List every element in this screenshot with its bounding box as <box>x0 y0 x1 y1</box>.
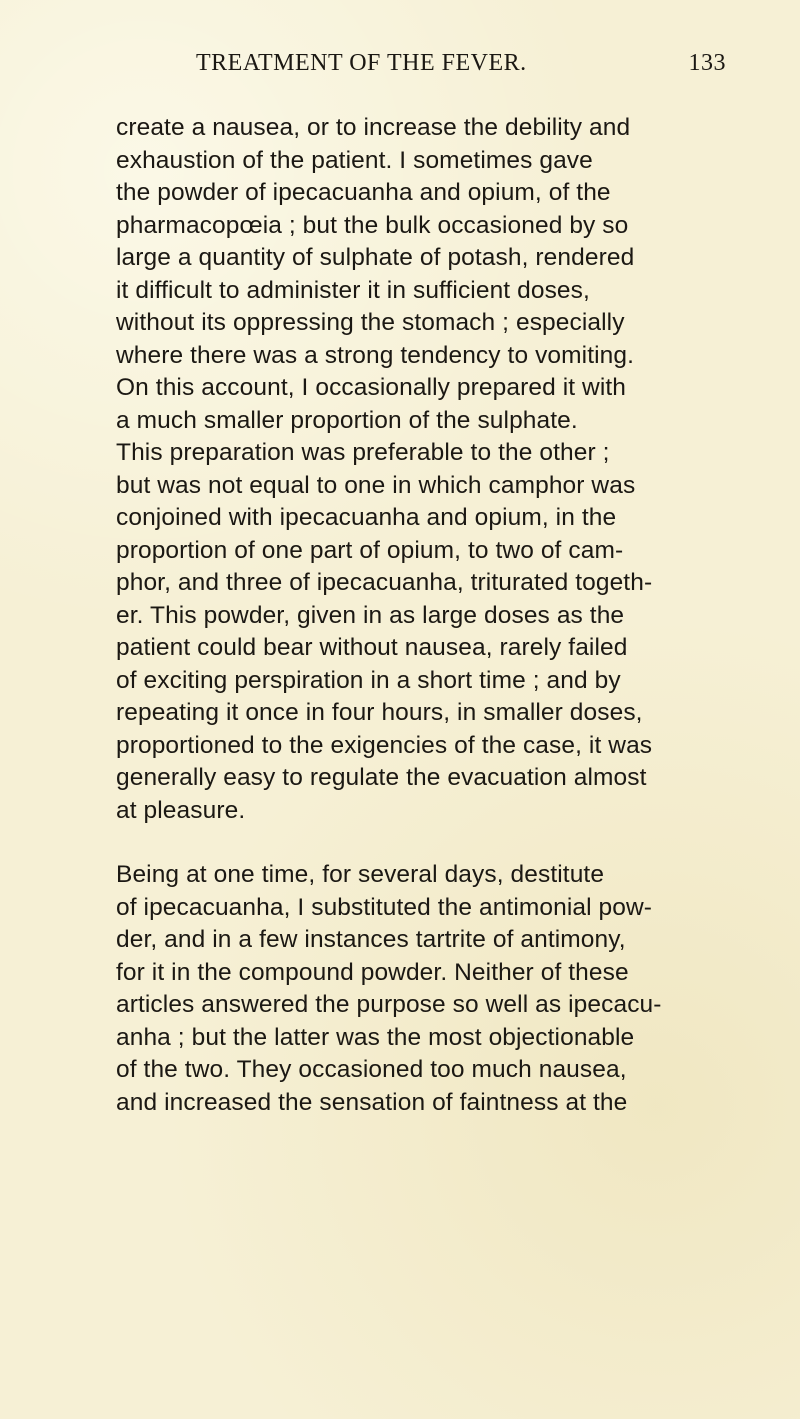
text-line: of ipecacuanha, I substituted the antimonial pow- <box>116 893 653 921</box>
text-line: a much smaller proportion of the sulphate. <box>116 406 578 434</box>
text-line: it difficult to administer it in sufficient doses, <box>116 276 590 304</box>
paragraph-gap <box>116 827 746 859</box>
text-line: but was not equal to one in which camphor was <box>116 471 636 499</box>
text-line: Being at one time, for several days, destitute <box>116 861 605 888</box>
text-line: for it in the compound powder. Neither of these <box>116 958 629 986</box>
body-text <box>116 112 746 1119</box>
text-line: create a nausea, or to increase the debility and <box>116 114 631 141</box>
text-line: generally easy to regulate the evacuation almost <box>116 764 647 791</box>
text-line: On this account, I occasionally prepared it with <box>116 374 627 401</box>
text-line: at pleasure. <box>116 796 246 824</box>
text-line: er. This powder, given in as large doses as the <box>116 601 625 629</box>
text-line: repeating it once in four hours, in smaller doses, <box>116 699 643 726</box>
text-line: where there was a strong tendency to vomiting. <box>116 341 635 369</box>
text-line: of exciting perspiration in a short time ; and by <box>116 666 621 694</box>
text-line: der, and in a few instances tartrite of antimony, <box>116 926 626 953</box>
text-line: proportioned to the exigencies of the case, it was <box>116 731 653 759</box>
text-line: patient could bear without nausea, rarely failed <box>116 634 628 661</box>
page-number: 133 <box>688 50 726 76</box>
text-line: phor, and three of ipecacuanha, triturated togeth- <box>116 569 653 596</box>
paragraph-1 <box>116 112 746 827</box>
text-line: anha ; but the latter was the most objectionable <box>116 1023 635 1051</box>
text-line: without its oppressing the stomach ; especially <box>116 309 625 336</box>
paragraph-2 <box>116 859 746 1119</box>
text-line: the powder of ipecacuanha and opium, of the <box>116 179 611 206</box>
page-header <box>196 50 726 90</box>
text-line: proportion of one part of opium, to two of cam- <box>116 536 624 564</box>
text-line: pharmacopœia ; but the bulk occasioned by so <box>116 211 629 239</box>
text-line: and increased the sensation of faintness at the <box>116 1088 628 1116</box>
text-line: This preparation was preferable to the other ; <box>116 439 610 466</box>
text-line: of the two. They occasioned too much nausea, <box>116 1056 627 1083</box>
text-line: conjoined with ipecacuanha and opium, in the <box>116 504 617 531</box>
text-line: articles answered the purpose so well as ipecacu- <box>116 991 662 1018</box>
text-line: exhaustion of the patient. I sometimes gave <box>116 146 593 174</box>
running-title: TREATMENT OF THE FEVER. <box>196 50 527 76</box>
text-line: large a quantity of sulphate of potash, rendered <box>116 244 635 271</box>
